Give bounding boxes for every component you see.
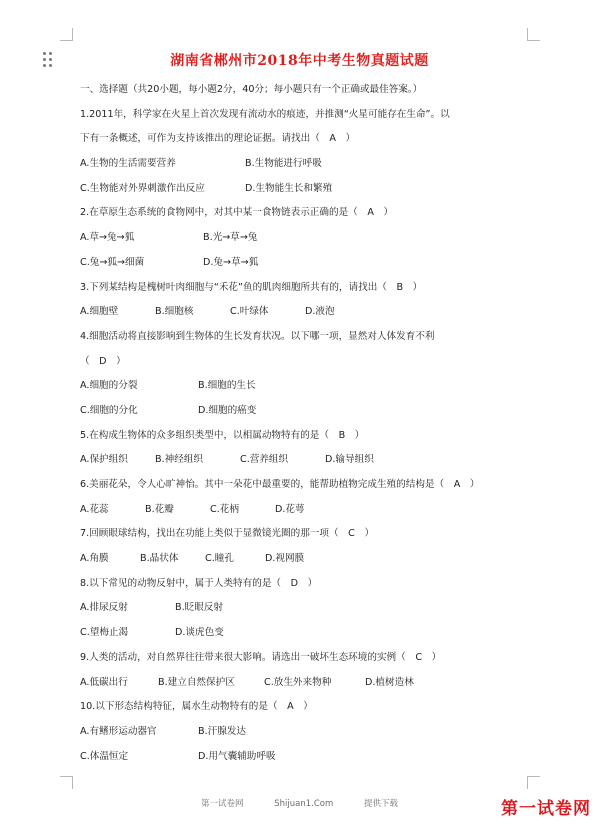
option-a: A.排尿反射 (80, 602, 128, 614)
question-5-options (80, 448, 530, 473)
question-9-stem: 9.人类的活动，对自然界往往带来很大影响。请选出一破坏生态环境的实例（ C ） (80, 651, 442, 663)
document-title: 湖南省郴州市2018年中考生物真题试题 (170, 53, 429, 69)
question-1-stem: 1.2011年，科学家在火星上首次发现有流动水的痕迹，并推测“火星可能存在生命”。以 (80, 108, 450, 120)
option-a: A.保护组织 (80, 454, 128, 466)
option-c: C.营养组织 (240, 454, 289, 466)
question-10-stem: 10.以下形态结构特征，属水生动物特有的是（ A ） (80, 701, 313, 713)
option-a: A.草→兔→狐 (80, 232, 135, 244)
question-4-stem-cont: （ D ） (80, 355, 126, 367)
option-c: C.放生外来物种 (264, 676, 332, 688)
question-2-options (80, 251, 530, 276)
option-a: A.细胞壁 (80, 306, 119, 318)
question-2-stem: 2.在草原生态系统的食物网中，对其中某一食物链表示正确的是（ A ） (80, 207, 394, 219)
option-d: D.花萼 (275, 503, 305, 515)
option-a: A.细胞的分裂 (80, 380, 138, 392)
section-heading: 一、选择题（共20小题，每小题2分，40分；每小题只有一个正确或最佳答案。） (80, 84, 423, 95)
footer-site-url[interactable]: Shijuan1.Com (274, 799, 334, 809)
question-9-options (80, 671, 530, 696)
option-d: D.用气囊辅助呼吸 (198, 750, 276, 762)
option-c: C.细胞的分化 (80, 404, 138, 416)
question-7-stem: 7.回顾眼球结构，找出在功能上类似于显微镜光圈的那一项（ C ） (80, 528, 375, 540)
option-d: D.兔→草→狐 (203, 256, 259, 268)
question-1-options (80, 152, 530, 177)
option-c: C.望梅止渴 (80, 627, 129, 639)
option-d: D.细胞的癌变 (198, 404, 257, 416)
question-10-options (80, 745, 530, 770)
question-7-options (80, 547, 530, 572)
option-b: B.建立自然保护区 (158, 676, 235, 688)
option-a: A.花蕊 (80, 503, 109, 515)
option-a: A.低碳出行 (80, 676, 128, 688)
option-b: B.晶状体 (140, 553, 179, 565)
question-4-options (80, 374, 530, 399)
option-c: C.瞳孔 (205, 553, 234, 565)
footer-site-name: 第一试卷网 (201, 799, 244, 809)
question-10-options (80, 720, 530, 745)
option-b: B.细胞核 (155, 306, 194, 318)
option-c: C.兔→狐→细菌 (80, 256, 145, 268)
footer-provide: 提供下载 (363, 799, 398, 809)
option-b: B.汗腺发达 (198, 725, 247, 737)
option-b: B.神经组织 (155, 454, 204, 466)
question-3-stem: 3.下列某结构是槐树叶肉细胞与“禾花”鱼的肌肉细胞所共有的，请找出（ B ） (80, 281, 423, 293)
option-c: C.叶绿体 (230, 306, 269, 318)
option-b: B.花瓣 (145, 503, 174, 515)
question-4-stem: 4.细胞活动将直接影响到生物体的生长发育状况。以下哪一项，显然对人体发育不利 (80, 330, 435, 342)
option-b: B.细胞的生长 (198, 380, 256, 392)
page-corner-mark (527, 776, 540, 789)
question-8-options (80, 621, 530, 646)
option-b: B.生物能进行呼吸 (245, 158, 322, 170)
page-corner-mark (60, 776, 73, 789)
option-a: A.有鳍形运动器官 (80, 725, 157, 737)
option-d: D.生物能生长和繁殖 (245, 182, 333, 194)
option-c: C.体温恒定 (80, 750, 129, 762)
option-a: A.生物的生活需要营养 (80, 158, 176, 170)
page-corner-mark (527, 28, 540, 41)
option-b: B.光→草→兔 (203, 232, 258, 244)
option-b: B.眨眼反射 (175, 602, 224, 614)
option-d: D.谈虎色变 (175, 627, 224, 639)
document-body (80, 78, 530, 769)
question-5-stem: 5.在构成生物体的众多组织类型中，以相属动物特有的是（ B ） (80, 429, 365, 441)
question-2-options (80, 226, 530, 251)
question-8-stem: 8.以下常见的动物反射中，属于人类特有的是（ D ） (80, 577, 318, 589)
question-3-options (80, 300, 530, 325)
question-6-options (80, 498, 530, 523)
option-d: D.植树造林 (365, 676, 414, 688)
page-corner-mark (60, 28, 73, 41)
brand-watermark-logo: 第一试卷网 (501, 799, 591, 819)
question-1-stem-cont: 下有一条概述，可作为支持该推出的理论证据。请找出（ A ） (80, 133, 356, 145)
option-a: A.角膜 (80, 553, 109, 565)
option-c: C.花柄 (210, 503, 239, 515)
option-d: D.液泡 (305, 306, 335, 318)
question-8-options (80, 596, 530, 621)
option-d: D.输导组织 (325, 454, 374, 466)
option-c: C.生物能对外界刺激作出反应 (80, 182, 205, 194)
option-d: D.视网膜 (265, 553, 305, 565)
question-6-stem: 6.美丽花朵，令人心旷神怡。其中一朵花中最重要的，能帮助植物完成生殖的结构是（ A ） (80, 479, 480, 490)
question-4-options (80, 399, 530, 424)
question-1-options (80, 177, 530, 202)
